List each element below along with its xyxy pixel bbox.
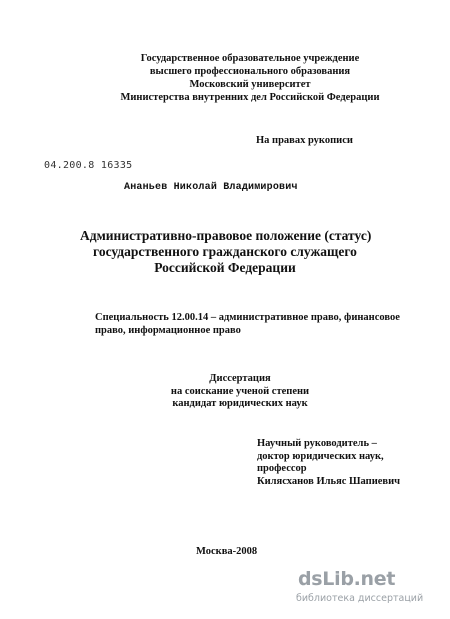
manuscript-note: На правах рукописи xyxy=(256,135,353,146)
dissertation-title xyxy=(80,228,370,276)
watermark-subtitle: библиотека диссертаций xyxy=(296,593,424,604)
supervisor-line: доктор юридических наук, xyxy=(257,450,384,462)
supervisor-line: профессор xyxy=(257,463,307,474)
degree-block xyxy=(120,373,360,411)
institution-line: высшего профессионального образования xyxy=(149,66,351,77)
degree-line: Диссертация xyxy=(209,373,271,384)
archive-number: 04.200.8 16335 xyxy=(44,160,133,171)
institution-header xyxy=(60,52,440,104)
city-year: Москва-2008 xyxy=(196,546,258,557)
watermark-logo: dsLib.net xyxy=(298,568,396,590)
institution-line: Государственное образовательное учреждение xyxy=(140,53,360,64)
specialty-line: Специальность 12.00.14 – административное право, финансовое xyxy=(95,312,400,323)
title-line: Административно-правовое положение (статус) xyxy=(80,228,372,243)
specialty-block xyxy=(95,311,415,337)
dslib-watermark[interactable] xyxy=(296,568,446,614)
title-line: государственного гражданского служащего xyxy=(93,244,357,259)
degree-line: на соискание ученой степени xyxy=(170,385,310,397)
supervisor-line: Научный руководитель – xyxy=(257,438,377,449)
institution-line: Министерства внутренних дел Российской Федерации xyxy=(120,92,380,103)
supervisor-block xyxy=(257,438,400,488)
specialty-line: право, информационное право xyxy=(95,325,241,336)
degree-line: кандидат юридических наук xyxy=(172,398,308,409)
institution-line: Московский университет xyxy=(189,79,311,90)
title-line: Российской Федерации xyxy=(154,260,296,275)
author-name: Ананьев Николай Владимирович xyxy=(124,182,298,193)
supervisor-line: Килясханов Ильяс Шапиевич xyxy=(257,475,401,487)
